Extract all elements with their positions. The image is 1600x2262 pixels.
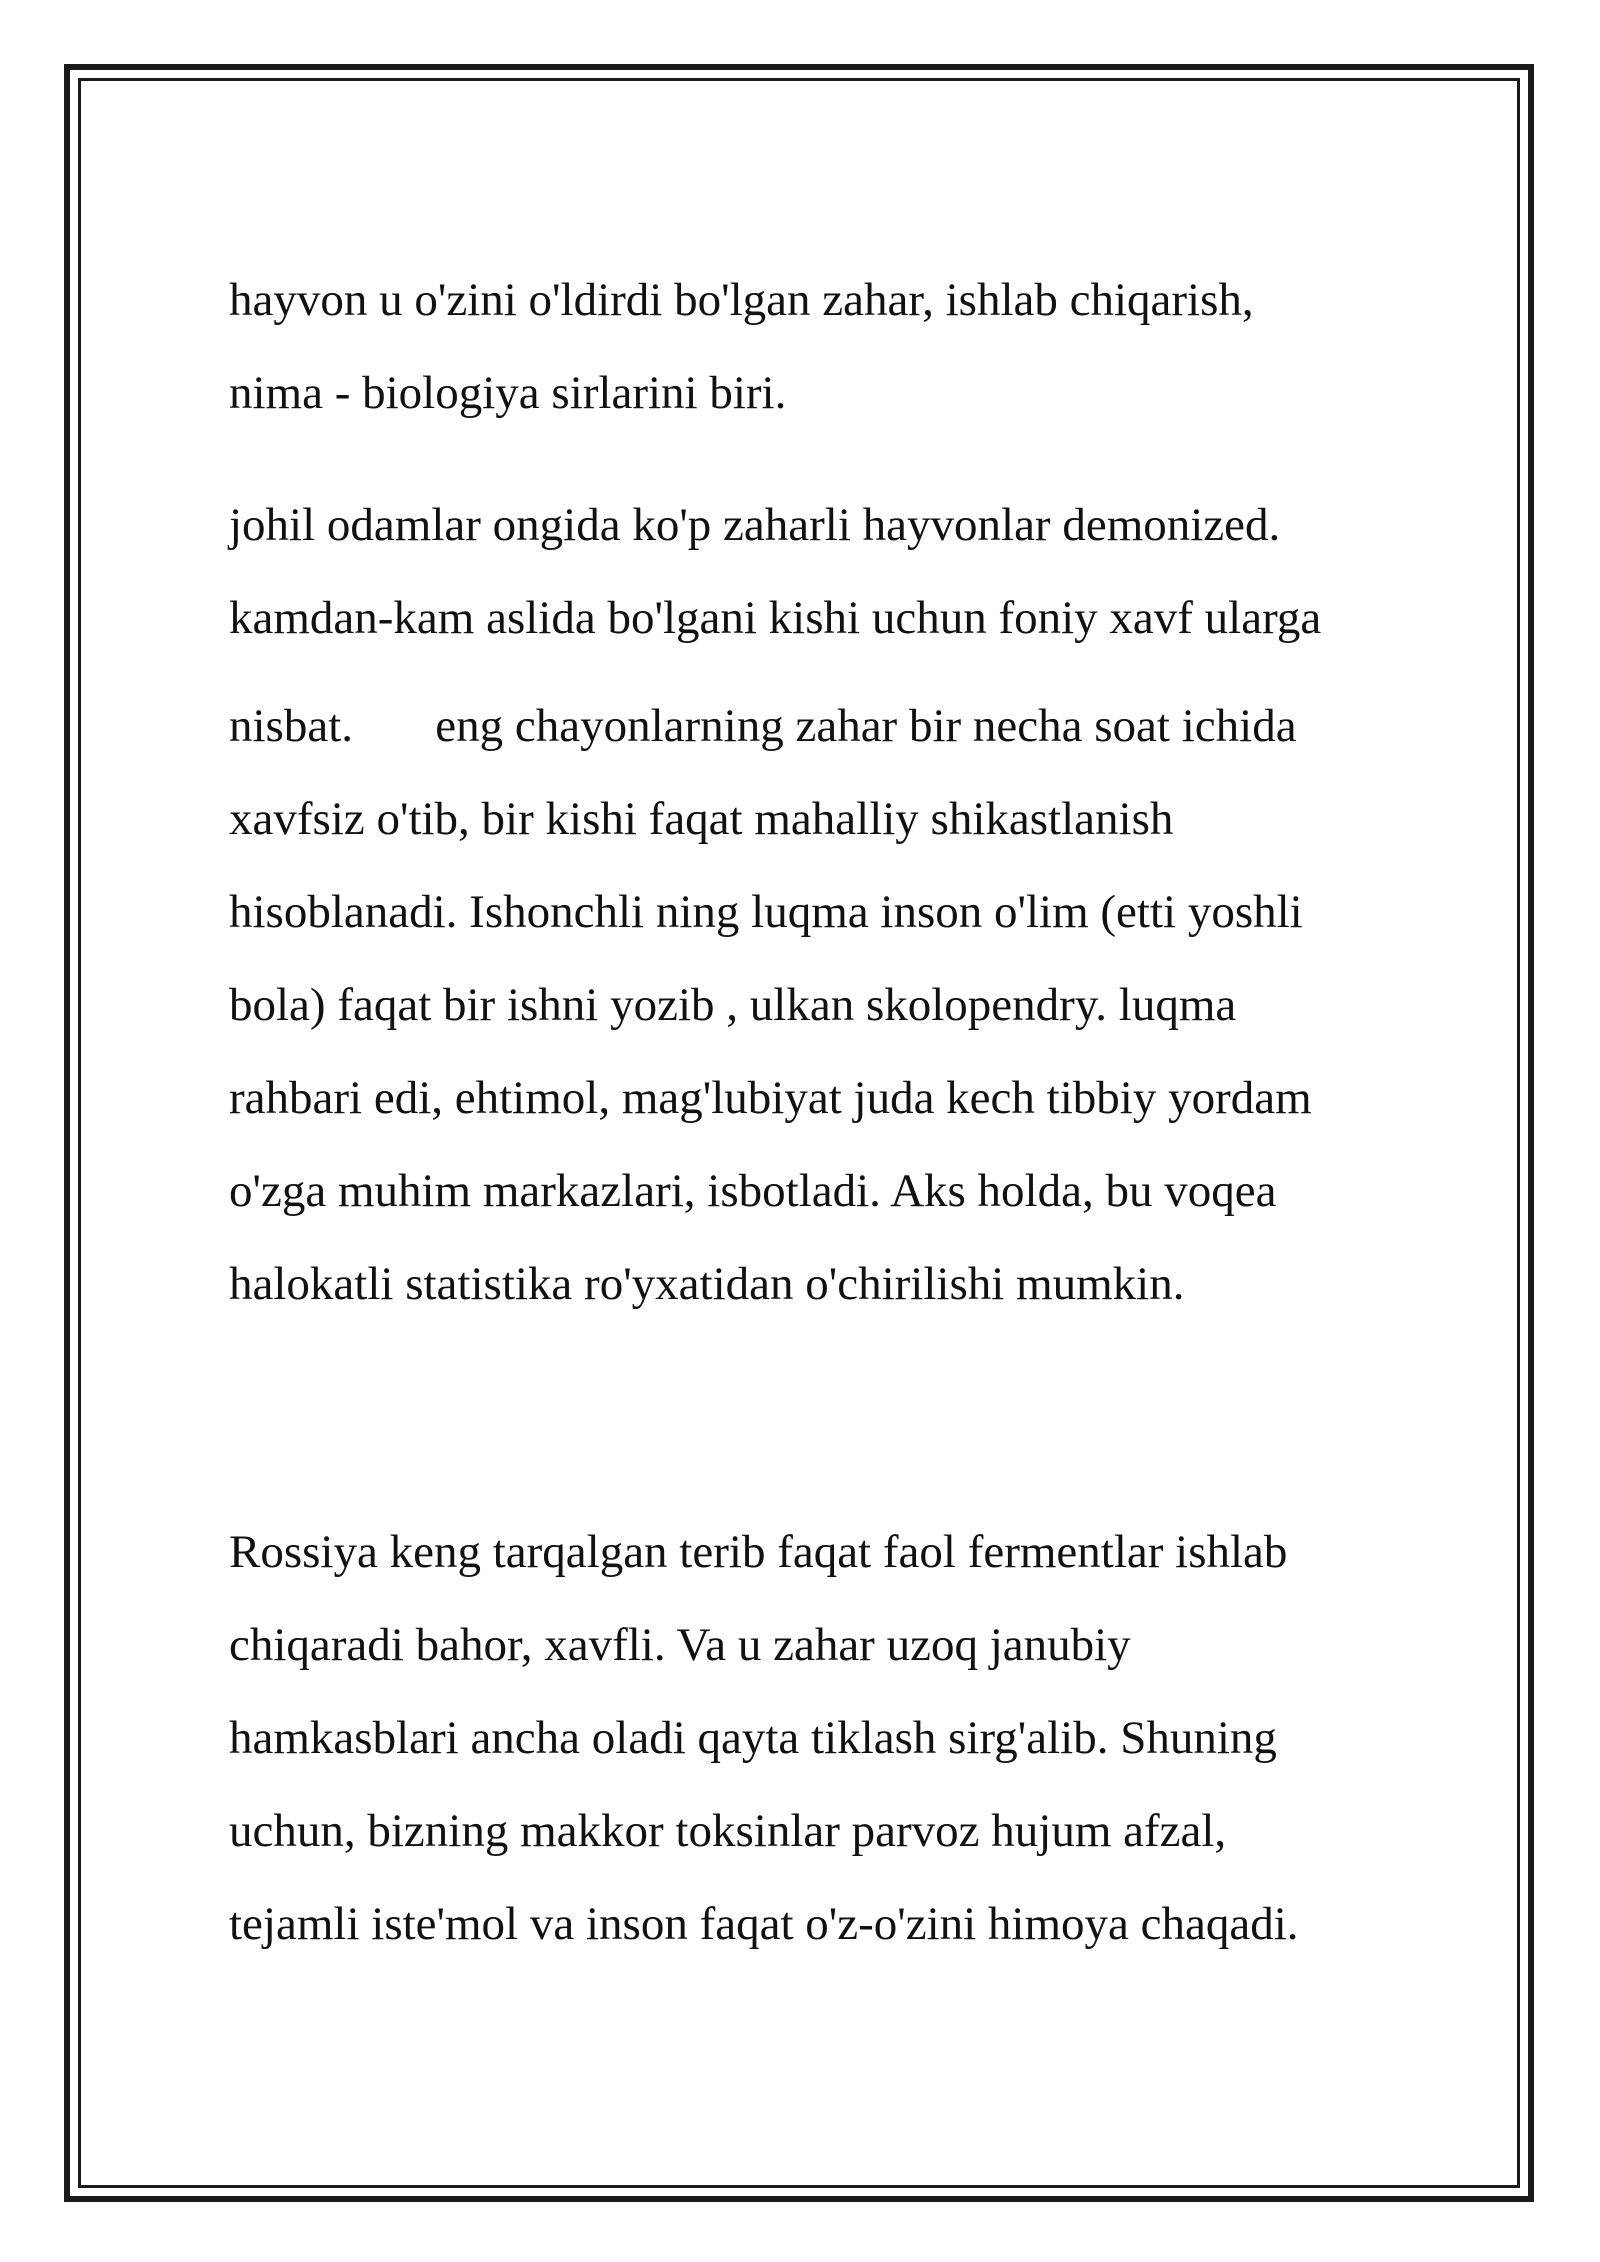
text-line: hamkasblari ancha oladi qayta tiklash sirg'alib. Shuning — [229, 1712, 1277, 1764]
text-line: hisoblanadi. Ishonchli ning luqma inson o'lim (etti yoshli — [229, 886, 1303, 938]
text-line: rahbari edi, ehtimol, mag'lubiyat juda kech tibbiy yordam — [229, 1072, 1312, 1124]
text-line: halokatli statistika ro'yxatidan o'chirilishi mumkin. — [229, 1258, 1185, 1310]
text-line: chiqaradi bahor, xavfli. Va u zahar uzoq janubiy — [229, 1619, 1131, 1671]
text-line: bola) faqat bir ishni yozib , ulkan skolopendry. luqma — [229, 979, 1237, 1031]
text-line: nisbat. eng chayonlarning zahar bir necha soat ichida — [229, 700, 1297, 752]
text-line: Rossiya keng tarqalgan terib faqat faol fermentlar ishlab — [229, 1526, 1288, 1578]
text-line: o'zga muhim markazlari, isbotladi. Aks holda, bu voqea — [229, 1165, 1277, 1217]
text-line: tejamli iste'mol va inson faqat o'z-o'zini himoya chaqadi. — [229, 1898, 1299, 1950]
text-line: uchun, bizning makkor toksinlar parvoz hujum afzal, — [229, 1805, 1227, 1857]
text-line: nima - biologiya sirlarini biri. — [229, 367, 787, 419]
text-line: johil odamlar ongida ko'p zaharli hayvonlar demonized. — [229, 499, 1281, 551]
text-line: kamdan-kam aslida bo'lgani kishi uchun foniy xavf ularga — [229, 592, 1322, 644]
text-line: hayvon u o'zini o'ldirdi bo'lgan zahar, ishlab chiqarish, — [229, 274, 1254, 326]
text-line: xavfsiz o'tib, bir kishi faqat mahalliy shikastlanish — [229, 793, 1174, 845]
